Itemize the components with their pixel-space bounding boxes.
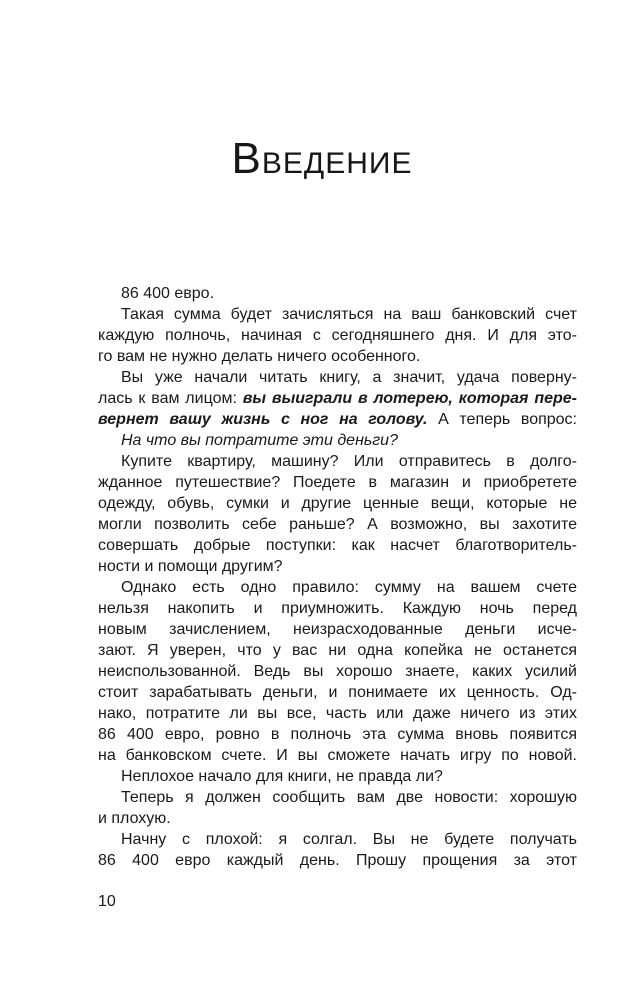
text-line — [98, 703, 577, 724]
text-segment: неиспользованной. Ведь вы хорошо знаете, каких усилий — [98, 663, 577, 680]
chapter-title-first-letter: В — [231, 134, 262, 183]
text-segment: А теперь вопрос: — [427, 411, 577, 428]
text-line — [98, 619, 577, 640]
text-line — [98, 514, 577, 535]
text-segment: Теперь я должен сообщить вам две новости: хорошую — [121, 789, 577, 806]
text-segment: зают. Я уверен, что у вас ни одна копейка не останется — [98, 642, 577, 659]
text-segment: и плохую. — [98, 810, 171, 827]
page-number: 10 — [98, 893, 116, 910]
text-line — [98, 745, 577, 766]
text-line — [98, 556, 577, 577]
text-segment: нельзя накопить и приумножить. Каждую ночь перед — [98, 600, 577, 617]
text-line — [98, 493, 577, 514]
text-line — [98, 598, 577, 619]
chapter-title — [0, 134, 644, 183]
text-segment: го вам не нужно делать ничего особенного. — [98, 348, 421, 365]
text-line — [98, 409, 577, 430]
text-line — [98, 787, 577, 808]
text-segment: 86 400 евро. — [121, 285, 215, 302]
text-segment-italic: На что вы потратите эти деньги? — [121, 432, 398, 449]
text-line — [98, 577, 577, 598]
text-segment: жданное путешествие? Поедете в магазин и приобретете — [98, 474, 577, 491]
text-line — [98, 808, 577, 829]
text-line — [98, 829, 577, 850]
text-segment: новым зачислением, неизрасходованные деньги исче- — [98, 621, 577, 638]
text-line — [98, 724, 577, 745]
text-line — [98, 304, 577, 325]
text-segment: 86 400 евро каждый день. Прошу прощения за этот — [98, 852, 577, 869]
text-segment: 86 400 евро, ровно в полночь эта сумма вновь появится — [98, 726, 577, 743]
text-line — [98, 640, 577, 661]
text-line — [98, 535, 577, 556]
text-line — [98, 451, 577, 472]
text-line — [98, 850, 577, 871]
text-line — [98, 766, 577, 787]
text-segment: Вы уже начали читать книгу, а значит, удача поверну- — [121, 369, 577, 386]
text-line — [98, 325, 577, 346]
text-segment: на банковском счете. И вы сможете начать игру по новой. — [98, 747, 577, 764]
text-segment: Такая сумма будет зачисляться на ваш банковский счет — [121, 306, 577, 323]
text-segment: Начну с плохой: я солгал. Вы не будете получать — [121, 831, 577, 848]
text-line — [98, 283, 577, 304]
text-segment: могли позволить себе раньше? А возможно, вы захотите — [98, 516, 577, 533]
text-segment: Однако есть одно правило: сумму на вашем счете — [121, 579, 577, 596]
text-line — [98, 661, 577, 682]
text-segment: нако, потратите ли вы все, часть или даже ничего из этих — [98, 705, 577, 722]
text-line — [98, 472, 577, 493]
text-segment: ности и помощи другим? — [98, 558, 283, 575]
text-segment: стоит зарабатывать деньги, и понимаете их ценность. Од- — [98, 684, 577, 701]
text-segment-bolditalic: вернет вашу жизнь с ног на голову. — [98, 411, 428, 428]
text-segment: Неплохое начало для книги, не правда ли? — [121, 768, 443, 785]
text-line — [98, 430, 577, 451]
text-block — [98, 283, 577, 871]
text-segment: Купите квартиру, машину? Или отправитесь в долго- — [121, 453, 577, 470]
text-line — [98, 682, 577, 703]
text-segment-bolditalic: вы выиграли в лотерею, которая пере- — [242, 390, 577, 407]
text-segment: лась к вам лицом: — [98, 390, 243, 407]
text-segment: одежду, обувь, сумки и другие ценные вещи, которые не — [98, 495, 577, 512]
text-line — [98, 346, 577, 367]
text-line — [98, 367, 577, 388]
text-segment: совершать добрые поступки: как насчет благотворитель- — [98, 537, 577, 554]
chapter-title-rest: ВЕДЕНИЕ — [261, 147, 413, 180]
text-line — [98, 388, 577, 409]
text-segment: каждую полночь, начиная с сегодняшнего дня. И для это- — [98, 327, 577, 344]
